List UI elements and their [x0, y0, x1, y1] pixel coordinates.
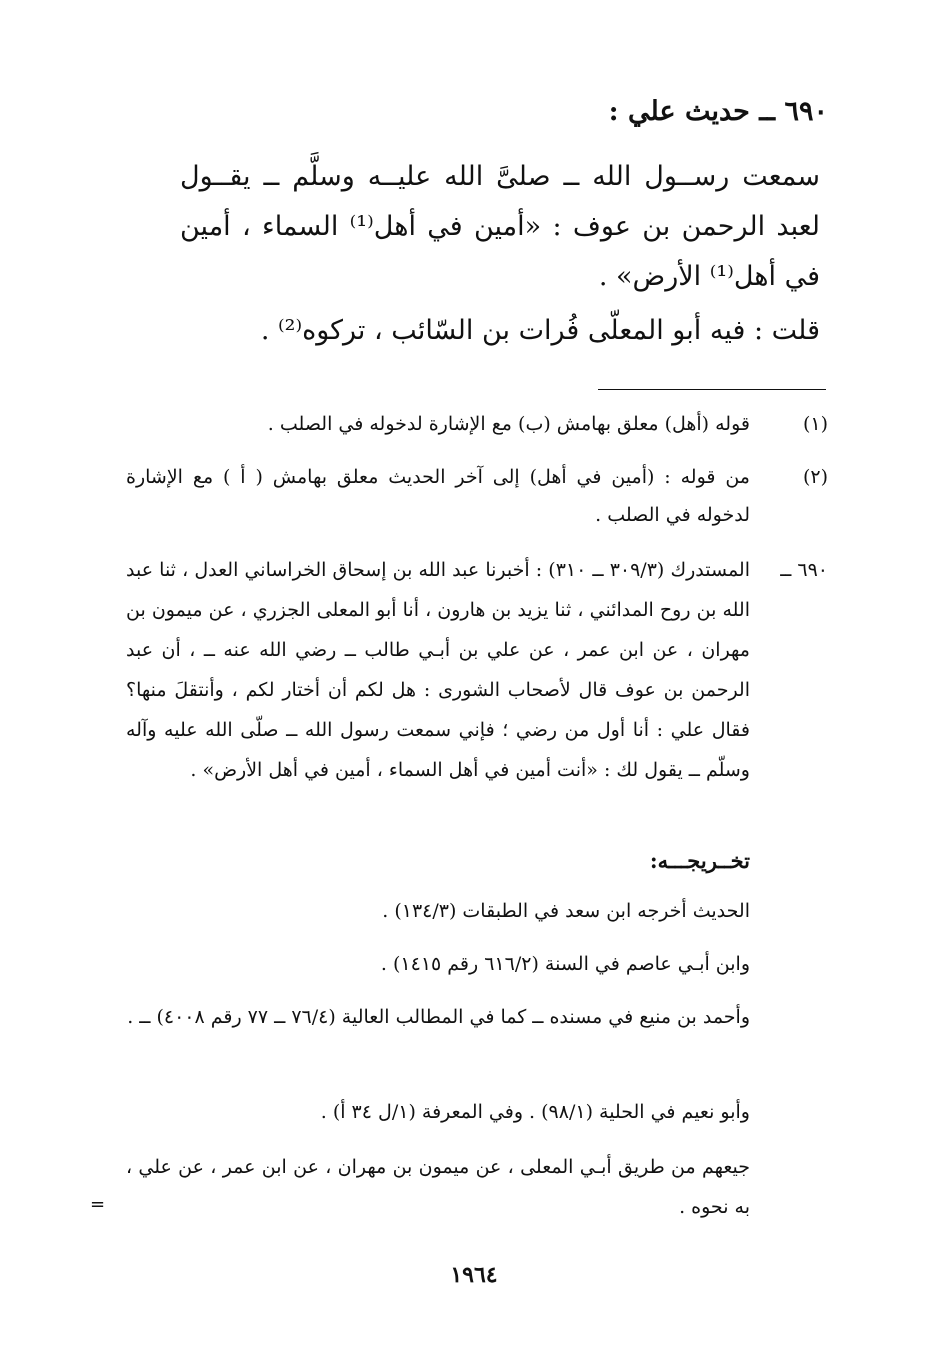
- hadith-remark: قلت : فيه أبو المعلّى فُرات بن السّائب ، تركوه⁽²⁾ .: [260, 315, 820, 346]
- commentary-block: [126, 550, 828, 790]
- footnote-number: (٢): [802, 466, 828, 488]
- takhrij-heading: تخــريجـــه:: [649, 848, 750, 873]
- commentary-text: المستدرك (٣٠٩/٣ ــ ٣١٠) : أخبرنا عبد الله بن إسحاق الخراساني العدل ، ثنا عبد الله بن روح المدائني ، ثنا يزيد بن هارون ، أنا أبو المعلى الجزري ، عن ميمون بن مهران ، عن ابن عمر ، عن علي بن أبـي طالب ــ رضي الله عنه ــ ، أن عبد الرحمن بن عوف قال لأصحاب الشورى : هل لكم أن أختار لكم ، وأنتقلَ منها؟ فقال علي : أنا أول من رضي ؛ فإني سمعت رسول الله ــ صلّى الله عليه وآله وسلّم ــ يقول لك : «أنت أمين في أهل السماء ، أمين في أهل الأرض» .: [126, 559, 750, 781]
- takhrij-line: وابن أبـي عاصم في السنة (٦١٦/٢ رقم ١٤١٥) .: [380, 953, 750, 975]
- footnote-text: قوله (أهل) معلق بهامش (ب) مع الإشارة لدخوله في الصلب .: [267, 413, 750, 435]
- takhrij-line: الحديث أخرجه ابن سعد في الطبقات (١٣٤/٣) .: [382, 900, 750, 922]
- commentary-number: ٦٩٠ ــ: [780, 559, 828, 581]
- takhrij-line: وأبو نعيم في الحلية (٩٨/١) . وفي المعرفة (١/ل ٣٤ أ) .: [320, 1101, 750, 1123]
- takhrij-line: جيعهم من طريق أبـي المعلى ، عن ميمون بن مهران ، عن ابن عمر ، عن علي ، به نحوه .: [126, 1156, 750, 1218]
- hadith-text: سمعت رســول الله ــ صلىَّ الله عليــه وسلَّم ــ يقــول لعبد الرحمن بن عوف : «أمين في أهل⁽¹⁾ السماء ، أمين في أهل⁽¹⁾ الأرض» .: [180, 161, 820, 292]
- footnote-item: [126, 405, 828, 443]
- page-number: ١٩٦٤: [450, 1262, 498, 1288]
- takhrij-line: وأحمد بن منيع في مسنده ــ كما في المطالب العالية (٧٦/٤ ــ ٧٧ رقم ٤٠٠٨) ــ .: [127, 1006, 750, 1028]
- footnote-text: من قوله : (أمين في أهل) إلى آخر الحديث معلق بهامش ( أ ) مع الإشارة لدخوله في الصلب .: [126, 466, 750, 526]
- footnote-divider: [598, 389, 826, 390]
- footnote-item: [126, 458, 828, 534]
- hadith-heading: ٦٩٠ ــ حديث علي :: [608, 96, 828, 127]
- footnote-number: (١): [802, 413, 828, 435]
- continuation-mark: =: [90, 1194, 106, 1215]
